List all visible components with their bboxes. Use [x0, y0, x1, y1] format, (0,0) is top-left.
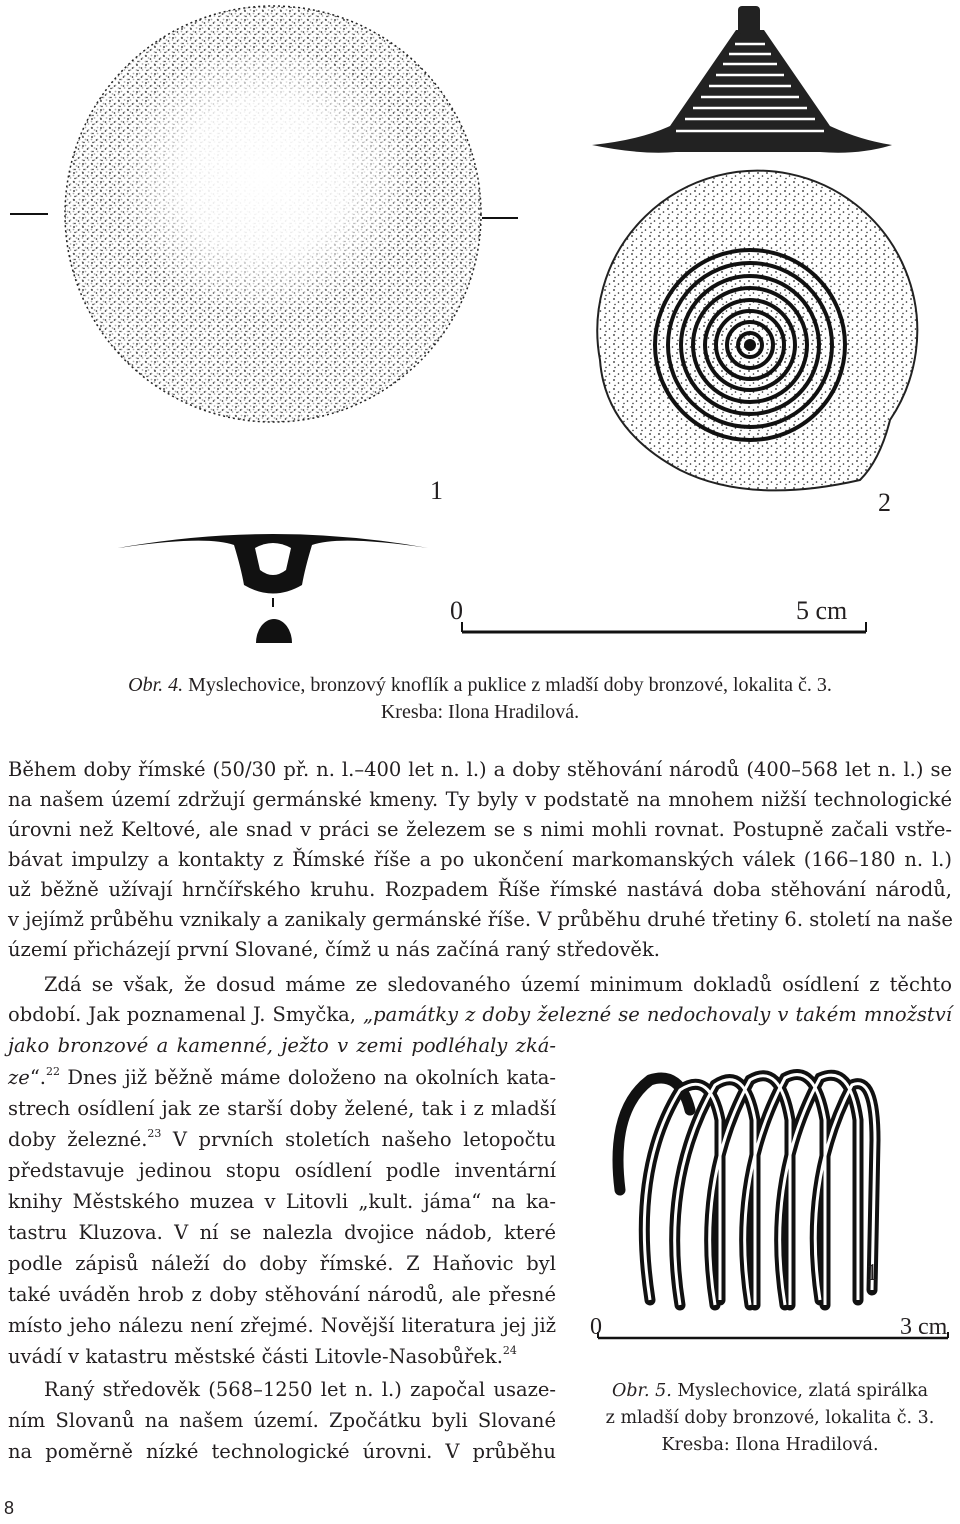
body-line-part: Dnes již běžně máme doloženo na okolních kata- [60, 1066, 556, 1089]
footnote-ref: 22 [46, 1065, 60, 1078]
figure-4-caption-prefix: Obr. 4. [128, 674, 184, 696]
body-line [8, 1342, 517, 1372]
figure-5-caption-prefix: Obr. 5. [611, 1381, 672, 1401]
bronze-cap-profile [592, 6, 892, 153]
body-line-part: Ty byly v podstatě na mnohem nižší technologické [438, 788, 953, 811]
body-line: na poměrně nízké technologické úrovni. V průběhu [8, 1440, 556, 1463]
bronze-button-drawing [10, 6, 518, 422]
body-line-part: období. Jak poznamenal J. Smyčka, [8, 1003, 364, 1026]
bronze-cap-drawing [597, 171, 917, 491]
body-line: ním Slovanů na našem území. Zpočátku byli Slované [8, 1409, 556, 1432]
figure-4-label-2: 2 [878, 488, 891, 517]
bronze-button-profile [118, 534, 428, 643]
page-number: 8 [4, 1498, 15, 1518]
footnote-ref: 23 [147, 1127, 162, 1140]
figure-4-scale-start: 0 [450, 596, 463, 625]
body-line-part: “. [29, 1066, 46, 1089]
body-line-part: doby železné. [8, 1128, 148, 1151]
figure-4-caption [60, 672, 900, 726]
body-line: knihy Městského muzea v Litovli „kult. jáma“ na ka- [8, 1190, 556, 1213]
figure-5-caption-line: z mladší doby bronzové, lokalita č. 3. [605, 1408, 935, 1428]
body-line: představuje jedinou stopu osídlení podle inventární [8, 1159, 556, 1182]
quote-italic: jako bronzové a kamenné, ježto v zemi podléhaly zká- [8, 1034, 556, 1057]
body-line: Zdá se však, že dosud máme ze sledovaného území minimum dokladů osídlení z těchto [44, 973, 952, 996]
body-line [8, 1031, 556, 1061]
figure-4-scale-end: 5 cm [796, 596, 848, 625]
body-line [8, 1000, 952, 1030]
figure-4-drawing [0, 0, 960, 660]
body-line [8, 785, 952, 815]
body-line: tastru Kluzova. V ní se nalezla dvojice nádob, které [8, 1221, 556, 1244]
body-line: podle zápisů náleží do doby římské. Z Haňovic byl [8, 1252, 556, 1275]
body-line: místo jeho nálezu není zřejmé. Novější literatura jej již [8, 1314, 556, 1337]
body-line: strech osídlení jak ze starší doby želené, tak i z mladší [8, 1097, 556, 1120]
body-line-part: V prvních stoletích našeho letopočtu [161, 1128, 556, 1151]
gold-spiral-drawing [590, 1050, 960, 1350]
body-line: úrovni než Keltové, ale snad v práci se železem se s nimi mohli rovnat. Postupně začali vstře- [8, 818, 952, 841]
figure-5-label-1: 1 [866, 1260, 878, 1286]
quote-italic: „památky z doby železné se nedochovaly v takém množství [363, 1003, 952, 1026]
body-line-part: uvádí v katastru městské části Litovle-Nasobůřek. [8, 1345, 503, 1368]
figure-5-scale-start: 0 [590, 1314, 602, 1340]
figure-5-caption [590, 1378, 950, 1459]
body-line: bávat impulzy a kontakty z Římské říše a po ukončení markomanských válek (166–180 n. l.) [8, 848, 952, 871]
footnote-ref: 24 [502, 1344, 517, 1357]
figure-4-caption-text: Myslechovice, bronzový knoflík a puklice z mladší doby bronzové, lokalita č. 3. [188, 674, 832, 696]
body-line-part: na našem území zdržují germánské kmeny. [8, 788, 439, 811]
body-line: Během doby římské (50/30 př. n. l.–400 let n. l.) a doby stěhování národů (400–568 let n. l.) se [8, 758, 952, 781]
body-line [8, 1125, 556, 1155]
figure-5-caption-line: Myslechovice, zlatá spirálka [677, 1381, 928, 1401]
figure-5-caption-line: Kresba: Ilona Hradilová. [661, 1435, 879, 1455]
body-line: Raný středověk (568–1250 let n. l.) započal usaze- [44, 1378, 556, 1401]
body-line: už běžně užívají hrnčířského kruhu. Rozpadem Říše římské nastává doba stěhování národů, [8, 878, 952, 901]
body-line [8, 1063, 556, 1093]
figure-4-label-1: 1 [430, 476, 443, 505]
body-line: také uváděn hrob z doby stěhování národů, ale přesné [8, 1283, 556, 1306]
figure-5-scale-end: 3 cm [900, 1314, 948, 1340]
body-line: území přicházejí první Slované, čímž u nás začíná raný středověk. [8, 938, 660, 961]
body-line: v jejímž průběhu vznikaly a zanikaly germánské říše. V průběhu druhé třetiny 6. století na naše [8, 908, 953, 931]
quote-italic: ze [8, 1066, 30, 1089]
figure-4-caption-credit: Kresba: Ilona Hradilová. [380, 701, 580, 723]
